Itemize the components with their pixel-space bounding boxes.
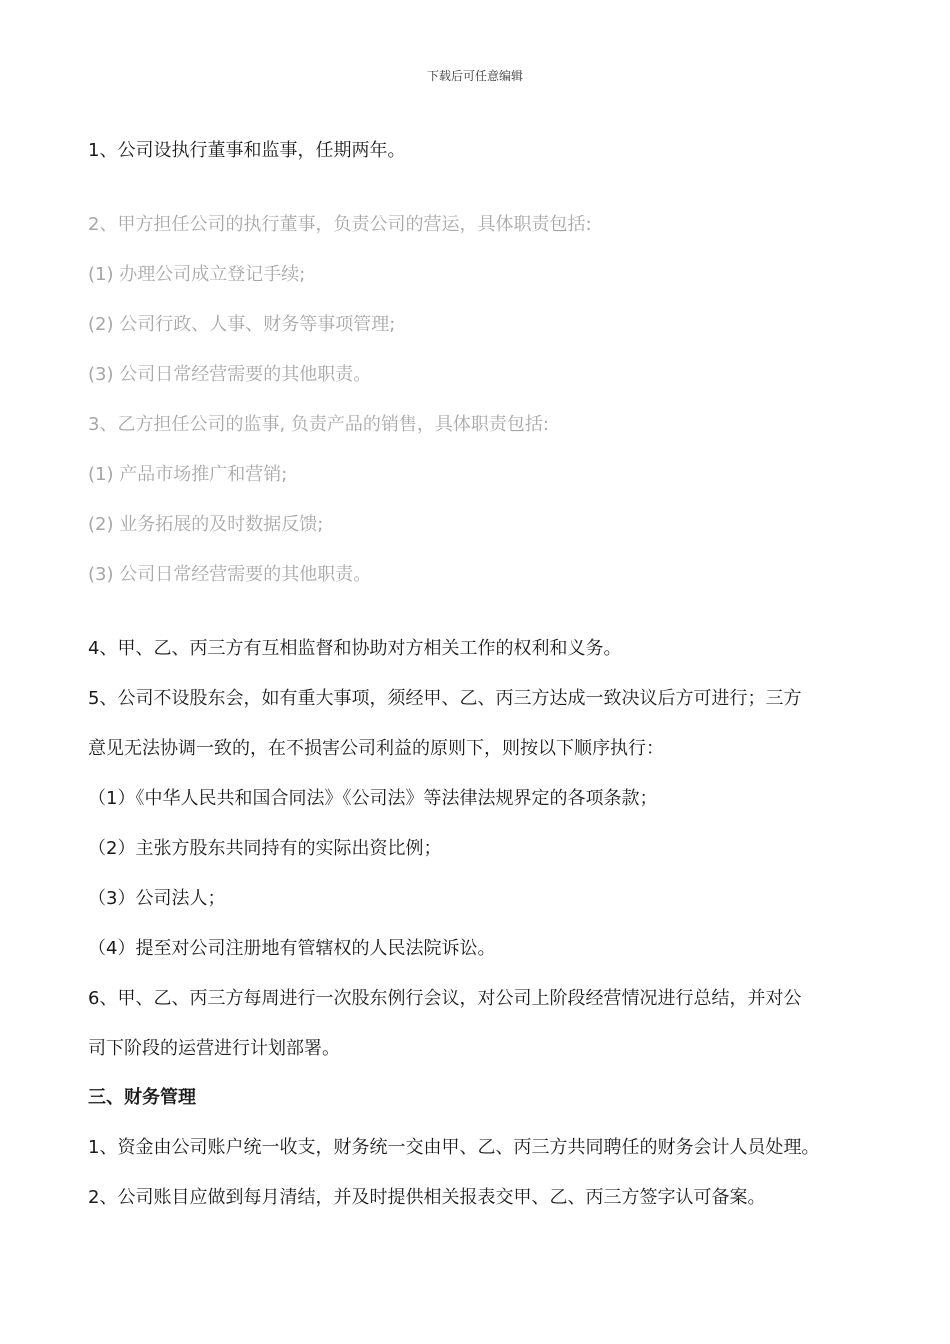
clause-2-item-1: (1) 办理公司成立登记手续;: [88, 264, 306, 285]
finance-clause-2: 2、公司账目应做到每月清结，并及时提供相关报表交甲、乙、丙三方签字认可备案。: [88, 1187, 766, 1208]
clause-1-term: 1、公司设执行董事和监事，任期两年。: [88, 140, 406, 161]
clause-3-item-2: (2) 业务拓展的及时数据反馈;: [88, 514, 324, 535]
clause-2-item-3: (3) 公司日常经营需要的其他职责。: [88, 364, 372, 385]
clause-2-executive-director: 2、甲方担任公司的执行董事，负责公司的营运，具体职责包括:: [88, 214, 592, 235]
finance-clause-1: 1、资金由公司账户统一收支，财务统一交由甲、乙、丙三方共同聘任的财务会计人员处理。: [88, 1137, 820, 1158]
clause-5-no-shareholder-meeting: 5、公司不设股东会，如有重大事项，须经甲、乙、丙三方达成一致决议后方可进行；三方: [88, 688, 802, 709]
clause-3-item-3: (3) 公司日常经营需要的其他职责。: [88, 564, 372, 585]
clause-2-item-2: (2) 公司行政、人事、财务等事项管理;: [88, 314, 396, 335]
clause-5-item-3: （3）公司法人；: [88, 888, 226, 909]
clause-6-weekly-meeting: 6、甲、乙、丙三方每周进行一次股东例行会议，对公司上阶段经营情况进行总结，并对公: [88, 988, 802, 1009]
clause-6-continued: 司下阶段的运营进行计划部署。: [88, 1038, 340, 1059]
section-heading-finance: 三、财务管理: [88, 1087, 196, 1108]
clause-5-item-4: （4）提至对公司注册地有管辖权的人民法院诉讼。: [88, 938, 496, 959]
page-header: 下载后可任意编辑: [426, 69, 523, 83]
clause-3-supervisor: 3、乙方担任公司的监事, 负责产品的销售，具体职责包括:: [88, 414, 549, 435]
clause-5-item-2: （2）主张方股东共同持有的实际出资比例；: [88, 838, 442, 859]
clause-4-mutual-supervision: 4、甲、乙、丙三方有互相监督和协助对方相关工作的权利和义务。: [88, 638, 622, 659]
clause-5-item-1: （1）《中华人民共和国合同法》《公司法》等法律法规界定的各项条款；: [88, 788, 658, 809]
clause-3-item-1: (1) 产品市场推广和营销;: [88, 464, 288, 485]
clause-5-continued: 意见无法协调一致的，在不损害公司利益的原则下，则按以下顺序执行：: [88, 738, 664, 759]
